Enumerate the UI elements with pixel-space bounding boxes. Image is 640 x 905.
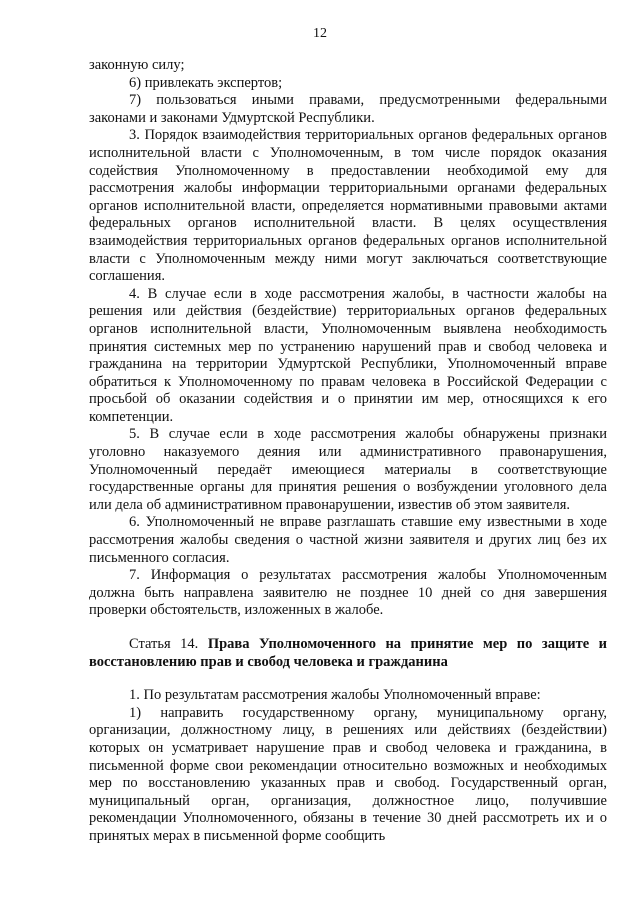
article-heading (89, 636, 607, 671)
article-paragraph-1: 1. По результатам рассмотрения жалобы Уполномоченный вправе: (129, 687, 541, 704)
paragraph-3: 3. Порядок взаимодействия территориальных органов федеральных органов исполнительной власти с Уполномоченным, в том числе порядок оказания содействия Уполномоченному в предоставлении необходимой ему для рассмотрения жалобы информации территориальными органами федеральных органов исполнительной власти, определяется нормативными правовыми актами федеральных органов исполнительной власти. В целях осуществления взаимодействия территориальных органов федеральных органов исполнительной власти с Уполномоченным между ними могут заключаться соответствующие соглашения. (89, 127, 607, 285)
article-title: Права Уполномоченного на принятие мер по защите и восстановлению прав и свобод человека и гражданина (89, 636, 608, 670)
page-number: 12 (313, 26, 327, 41)
list-item-7: 7) пользоваться иными правами, предусмотренными федеральными законами и законами Удмуртской Республики. (89, 92, 607, 126)
list-item-6: 6) привлекать экспертов; (129, 74, 283, 91)
paragraph-continuation: законную силу; (89, 57, 185, 73)
document-body (89, 57, 607, 846)
paragraph-6: 6. Уполномоченный не вправе разглашать ставшие ему известными в ходе рассмотрения жалобы сведения о частной жизни заявителя и других лиц без их письменного согласия. (89, 514, 607, 566)
paragraph-4: 4. В случае если в ходе рассмотрения жалобы, в частности жалобы на решения или действия (бездействие) территориальных органов федеральных органов исполнительной власти, Уполномоченным выявлена необходимость принятия системных мер по устранению нарушений прав и свобод человека и гражданина на территории Удмуртской Республики, Уполномоченный вправе обратиться к Уполномоченному по правам человека в Российской Федерации с просьбой об оказании содействия и о принятии им мер, относящихся к его компетенции. (89, 285, 607, 425)
paragraph-5: 5. В случае если в ходе рассмотрения жалобы обнаружены признаки уголовно наказуемого деяния или административного правонарушения, Уполномоченный передаёт имеющиеся материалы в соответствующие государственные органы для принятия решения о возбуждении уголовного дела или дела об административном правонарушении, известив об этом заявителя. (89, 426, 607, 513)
paragraph-7: 7. Информация о результатах рассмотрения жалобы Уполномоченным должна быть направлена заявителю не позднее 10 дней со дня завершения проверки обстоятельств, изложенных в жалобе. (89, 567, 607, 619)
article-list-item-1: 1) направить государственному органу, муниципальному органу, организации, должностному лицу, в решениях или действиях (бездействии) которых он усматривает нарушение прав и свобод человека и гражданина, в письменной форме свои рекомендации относительно возможных и необходимых мер по восстановлению указанных прав и свобод. Государственный орган, муниципальный орган, организация, должностное лицо, получившие рекомендации Уполномоченного, обязаны в течение 30 дней рассмотреть их и о принятых мерах в письменной форме сообщить (89, 704, 607, 844)
article-label: Статья 14. (129, 636, 199, 652)
